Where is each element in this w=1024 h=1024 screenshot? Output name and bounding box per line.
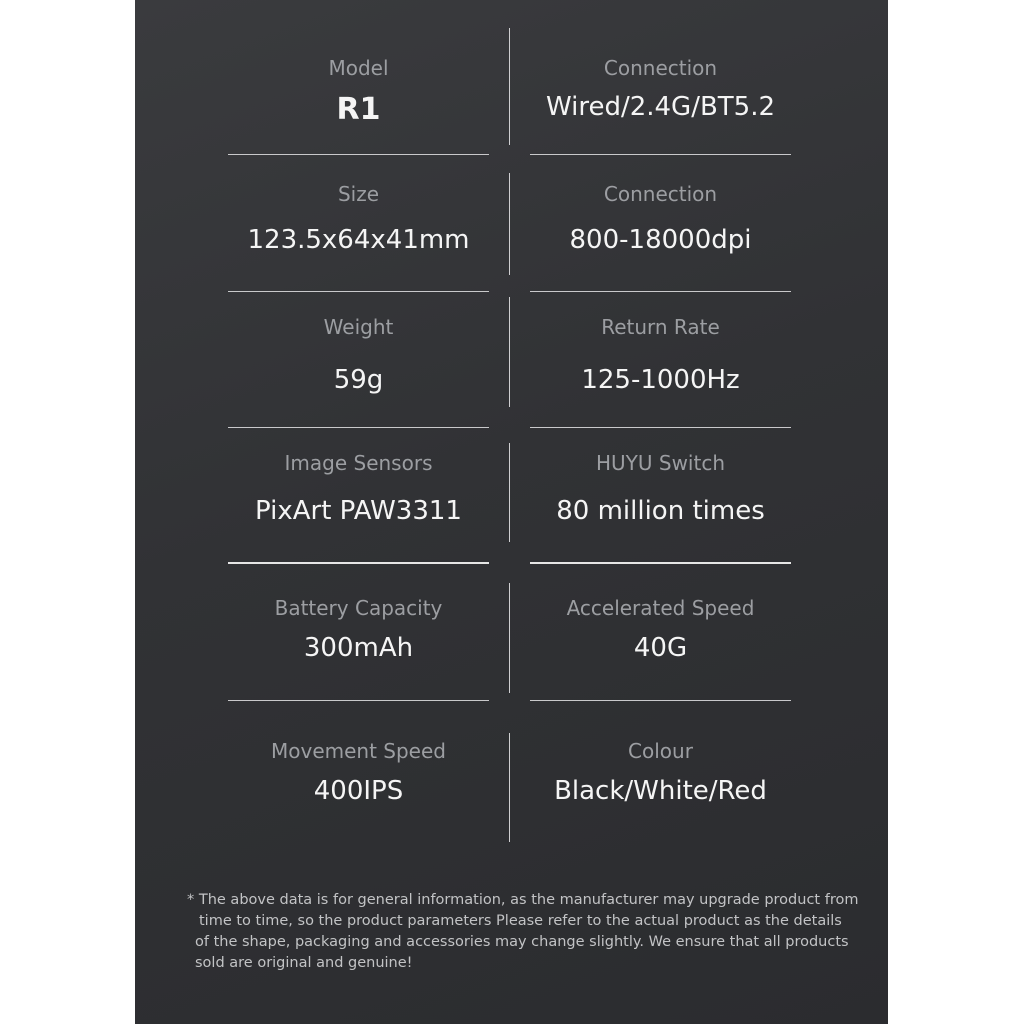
row-divider bbox=[530, 291, 791, 292]
spec-value: 400IPS bbox=[313, 776, 404, 806]
disclaimer-line: sold are original and genuine! bbox=[195, 955, 413, 971]
column-divider bbox=[509, 733, 510, 842]
spec-label: Return Rate bbox=[601, 315, 720, 339]
spec-value: Black/White/Red bbox=[554, 776, 767, 806]
spec-label: Size bbox=[337, 182, 380, 206]
column-divider bbox=[509, 173, 510, 275]
spec-value: 59g bbox=[333, 365, 384, 395]
row-divider bbox=[530, 562, 791, 564]
disclaimer-line: of the shape, packaging and accessories may change slightly. We ensure that all products bbox=[195, 934, 849, 950]
spec-label: Accelerated Speed bbox=[566, 596, 755, 620]
row-divider bbox=[228, 154, 489, 155]
row-divider bbox=[228, 700, 489, 701]
row-divider bbox=[228, 291, 489, 292]
spec-value: 80 million times bbox=[556, 496, 765, 526]
spec-value: PixArt PAW3311 bbox=[255, 496, 462, 526]
row-divider bbox=[228, 562, 489, 564]
column-divider bbox=[509, 583, 510, 693]
column-divider bbox=[509, 443, 510, 542]
spec-label: Connection bbox=[603, 182, 718, 206]
spec-label: Colour bbox=[628, 739, 693, 763]
spec-value: 125-1000Hz bbox=[581, 365, 740, 395]
spec-value: 800-18000dpi bbox=[569, 225, 752, 255]
spec-value: 40G bbox=[633, 633, 688, 663]
spec-label: Image Sensors bbox=[284, 451, 433, 475]
disclaimer-line: * The above data is for general information, as the manufacturer may upgrade product from bbox=[187, 892, 859, 908]
row-divider bbox=[530, 700, 791, 701]
column-divider bbox=[509, 28, 510, 145]
row-divider bbox=[228, 427, 489, 428]
spec-value: Wired/2.4G/BT5.2 bbox=[545, 92, 776, 122]
spec-label: Weight bbox=[323, 315, 394, 339]
disclaimer-line: time to time, so the product parameters Please refer to the actual product as the details bbox=[199, 913, 842, 929]
row-divider bbox=[530, 154, 791, 155]
spec-label: HUYU Switch bbox=[595, 451, 725, 475]
spec-value: 300mAh bbox=[303, 633, 414, 663]
spec-label: Battery Capacity bbox=[274, 596, 443, 620]
disclaimer-note bbox=[187, 890, 859, 974]
spec-value: 123.5x64x41mm bbox=[247, 225, 470, 255]
spec-sheet-panel bbox=[135, 0, 888, 1024]
spec-label: Connection bbox=[603, 56, 718, 80]
column-divider bbox=[509, 297, 510, 407]
spec-label: Movement Speed bbox=[271, 739, 446, 763]
spec-label: Model bbox=[328, 56, 389, 80]
spec-value: R1 bbox=[336, 92, 381, 127]
row-divider bbox=[530, 427, 791, 428]
